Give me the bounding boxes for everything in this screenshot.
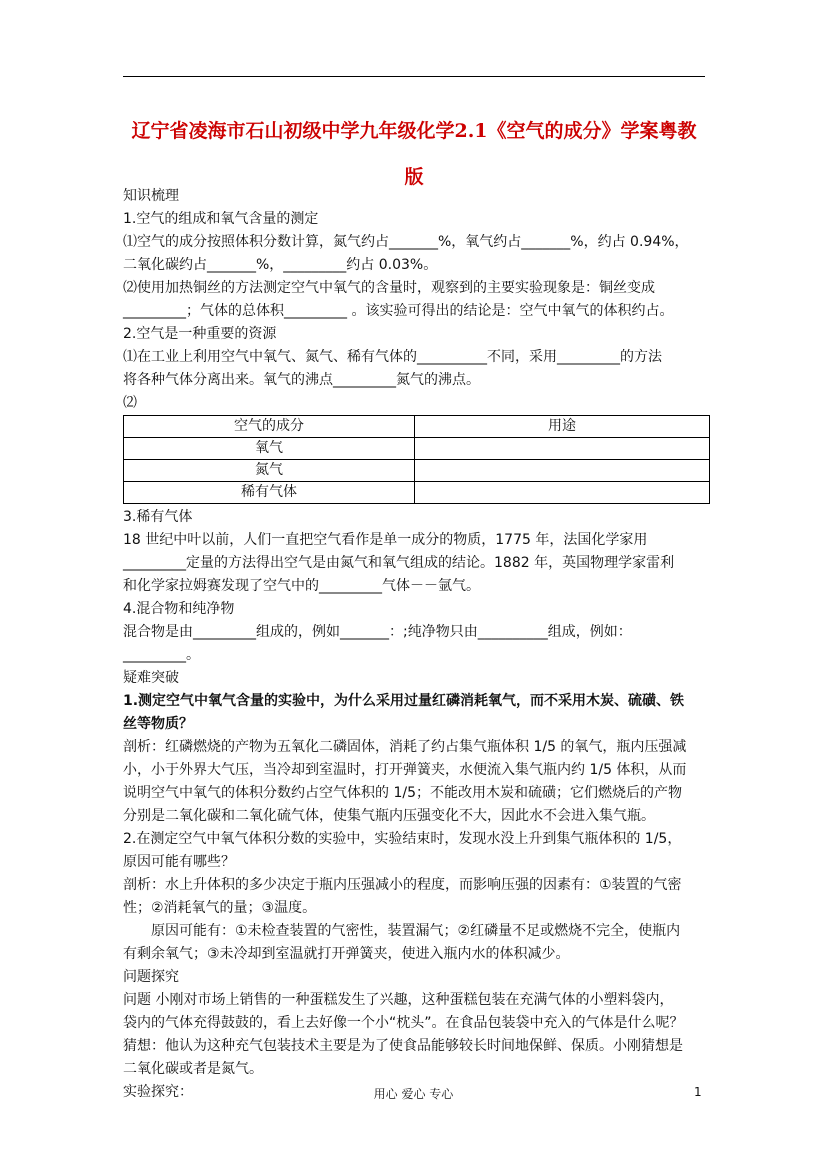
- inquiry-line: 二氧化碳或者是氮气。: [123, 1061, 263, 1077]
- difficulty-question: 1.测定空气中氧气含量的实验中，为什么采用过量红磷消耗氧气，而不采用木炭、硫磺、铁: [123, 693, 685, 709]
- uses-table: [123, 415, 710, 504]
- difficulty-question: 丝等物质？: [123, 716, 193, 732]
- table-cell: 氧气: [124, 438, 415, 460]
- document-body: [123, 185, 713, 1104]
- question-label: ⑵: [123, 395, 137, 411]
- analysis-line: 剖析：红磷燃烧的产物为五氧化二磷固体，消耗了约占集气瓶体积 1/5 的氧气，瓶内压强减: [123, 739, 687, 755]
- paragraph-line: _________定量的方法得出空气是由氮气和氧气组成的结论。1882 年，英国物理学家雷利: [123, 555, 675, 571]
- inquiry-line: 猜想：他认为这种充气包装技术主要是为了使食品能够较长时间地保鲜、保质。小刚猜想是: [123, 1038, 683, 1054]
- section-heading-difficulties: 疑难突破: [123, 670, 179, 686]
- difficulty-question: 2.在测定空气中氧气体积分数的实验中，实验结束时，发现水没上升到集气瓶体积的 1/5，: [123, 831, 682, 847]
- analysis-line: 分别是二氧化碳和二氧化硫气体，使集气瓶内压强变化不大，因此水不会进入集气瓶。: [123, 808, 655, 824]
- difficulty-question: 原因可能有哪些？: [123, 854, 235, 870]
- paragraph-line: 和化学家拉姆赛发现了空气中的_________气体－－氩气。: [123, 578, 480, 594]
- paragraph-line: _________。: [123, 647, 200, 663]
- inquiry-line: 袋内的气体充得鼓鼓的，看上去好像一个小“枕头”。在食品包装袋中充入的气体是什么呢？: [123, 1015, 684, 1031]
- question-line: _________；气体的总体积_________ 。该实验可得出的结论是：空气中氧气的体积约占。: [123, 303, 674, 319]
- question-line: ⑴空气的成分按照体积分数计算，氮气约占_______%，氧气约占_______%，约占 0.94%，: [123, 234, 689, 250]
- inquiry-line: 实验探究：: [123, 1084, 193, 1100]
- analysis-line: 原因可能有：①未检查装置的气密性，装置漏气；②红磷量不足或燃烧不完全，使瓶内: [151, 923, 681, 939]
- table-cell: [415, 460, 710, 482]
- question-line: ⑴在工业上利用空气中氧气、氮气、稀有气体的__________不同，采用_________的方法: [123, 349, 662, 365]
- table-row: [124, 438, 710, 460]
- question-line: 将各种气体分离出来。氧气的沸点_________氮气的沸点。: [123, 372, 480, 388]
- subheading-noble-gases: 3.稀有气体: [123, 509, 193, 525]
- header-rule: [123, 76, 705, 77]
- analysis-line: 小，小于外界大气压，当冷却到室温时，打开弹簧夹，水便流入集气瓶内约 1/5 体积，从而: [123, 762, 687, 778]
- question-line: ⑵使用加热铜丝的方法测定空气中氧气的含量时，观察到的主要实验现象是：铜丝变成: [123, 280, 655, 296]
- subheading-mixtures: 4.混合物和纯净物: [123, 601, 235, 617]
- title-line-1: 辽宁省凌海市石山初级中学九年级化学2.1《空气的成分》学案粤教: [131, 120, 697, 142]
- page-number: 1: [694, 1085, 702, 1099]
- table-header-row: [124, 416, 710, 438]
- table-cell: 稀有气体: [124, 482, 415, 504]
- paragraph-line: 18 世纪中叶以前，人们一直把空气看作是单一成分的物质，1775 年，法国化学家用: [123, 532, 648, 548]
- table-header-cell: 用途: [415, 416, 710, 438]
- table-cell: [415, 482, 710, 504]
- table-row: [124, 460, 710, 482]
- table-cell: 氮气: [124, 460, 415, 482]
- paragraph-line: 混合物是由_________组成的，例如_______：;纯净物只由__________组成，例如：: [123, 624, 632, 640]
- subheading-resource: 2.空气是一种重要的资源: [123, 326, 277, 342]
- question-line: 二氧化碳约占_______%，_________约占 0.03%。: [123, 257, 438, 273]
- inquiry-line: 问题 小刚对市场上销售的一种蛋糕发生了兴趣，这种蛋糕包装在充满气体的小塑料袋内，: [123, 992, 674, 1008]
- table-row: [124, 482, 710, 504]
- section-heading-knowledge: 知识梳理: [123, 188, 179, 204]
- title-line-2: 版: [404, 166, 424, 188]
- table-cell: [415, 438, 710, 460]
- subheading-composition: 1.空气的组成和氧气含量的测定: [123, 211, 319, 227]
- section-heading-inquiry: 问题探究: [123, 969, 179, 985]
- analysis-line: 剖析：水上升体积的多少决定于瓶内压强减小的程度，而影响压强的因素有：①装置的气密: [123, 877, 682, 893]
- analysis-line: 性；②消耗氧气的量；③温度。: [123, 900, 317, 916]
- table-header-cell: 空气的成分: [124, 416, 415, 438]
- analysis-line: 有剩余氧气；③未冷却到室温就打开弹簧夹，使进入瓶内水的体积减少。: [123, 946, 570, 962]
- analysis-line: 说明空气中氧气的体积分数约占空气体积的 1/5；不能改用木炭和硫磺；它们燃烧后的产物: [123, 785, 682, 801]
- footer-motto: 用心 爱心 专心: [373, 1087, 454, 1101]
